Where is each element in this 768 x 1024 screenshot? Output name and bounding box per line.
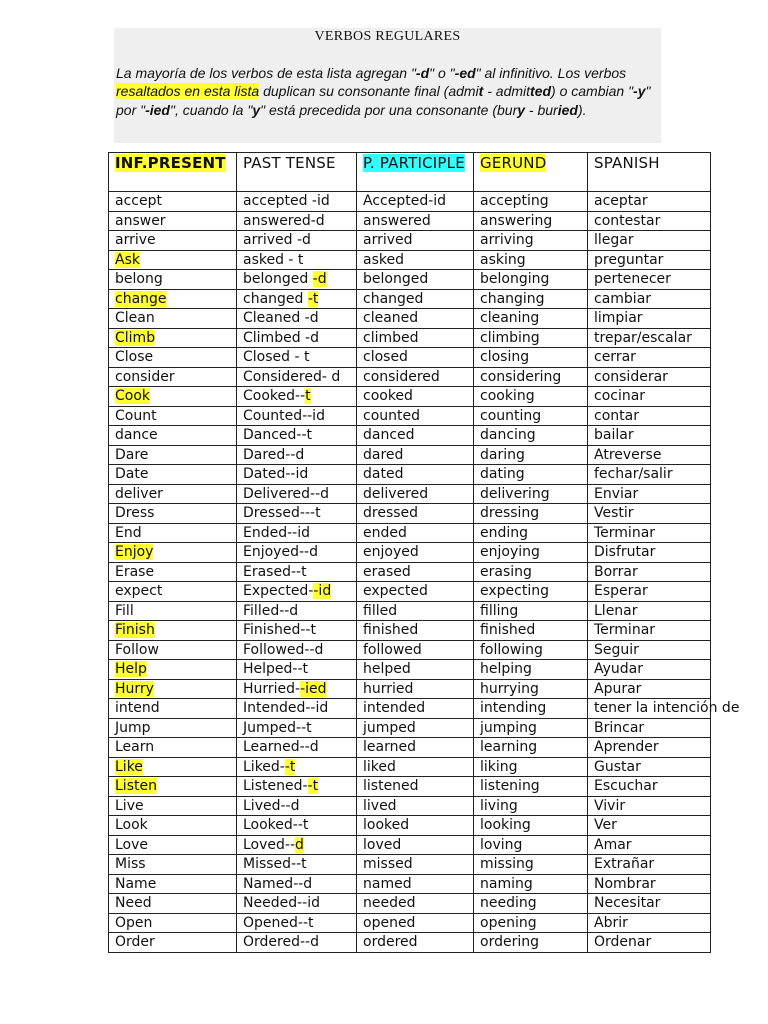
- cell-past-participle: erased: [357, 562, 474, 582]
- cell-inf-present: Enjoy: [109, 543, 237, 563]
- cell-gerund: erasing: [474, 562, 588, 582]
- cell-spanish: Llenar: [588, 601, 711, 621]
- cell-past-tense: Danced--t: [237, 426, 357, 446]
- table-row: [109, 777, 711, 797]
- cell-gerund: answering: [474, 211, 588, 231]
- cell-spanish: Terminar: [588, 621, 711, 641]
- cell-inf-present: End: [109, 523, 237, 543]
- cell-inf-present: Close: [109, 348, 237, 368]
- cell-gerund: needing: [474, 894, 588, 914]
- cell-past-participle: needed: [357, 894, 474, 914]
- cell-spanish: Gustar: [588, 757, 711, 777]
- cell-spanish: Enviar: [588, 484, 711, 504]
- cell-past-participle: considered: [357, 367, 474, 387]
- cell-past-participle: asked: [357, 250, 474, 270]
- cell-spanish: Amar: [588, 835, 711, 855]
- cell-spanish: cerrar: [588, 348, 711, 368]
- cell-past-tense: Intended--id: [237, 699, 357, 719]
- cell-gerund: ordering: [474, 933, 588, 953]
- cell-past-tense: Loved--d: [237, 835, 357, 855]
- table-row: [109, 523, 711, 543]
- cell-inf-present: arrive: [109, 231, 237, 251]
- cell-inf-present: Need: [109, 894, 237, 914]
- cell-gerund: dressing: [474, 504, 588, 524]
- cell-spanish: Borrar: [588, 562, 711, 582]
- cell-past-tense: Delivered--d: [237, 484, 357, 504]
- cell-past-tense: belonged -d: [237, 270, 357, 290]
- cell-past-tense: Enjoyed--d: [237, 543, 357, 563]
- cell-past-participle: listened: [357, 777, 474, 797]
- cell-inf-present: Miss: [109, 855, 237, 875]
- header-spanish: SPANISH: [588, 153, 711, 192]
- cell-inf-present: Listen: [109, 777, 237, 797]
- cell-gerund: opening: [474, 913, 588, 933]
- table-row: [109, 816, 711, 836]
- table-row: [109, 660, 711, 680]
- table-row: [109, 309, 711, 329]
- table-row: [109, 621, 711, 641]
- cell-spanish: Terminar: [588, 523, 711, 543]
- cell-past-participle: belonged: [357, 270, 474, 290]
- cell-past-tense: Dated--id: [237, 465, 357, 485]
- table-row: [109, 582, 711, 602]
- table-row: [109, 640, 711, 660]
- cell-past-participle: lived: [357, 796, 474, 816]
- cell-past-tense: Considered- d: [237, 367, 357, 387]
- cell-spanish: cambiar: [588, 289, 711, 309]
- table-row: [109, 289, 711, 309]
- cell-past-participle: cooked: [357, 387, 474, 407]
- cell-past-tense: Jumped--t: [237, 718, 357, 738]
- cell-past-participle: helped: [357, 660, 474, 680]
- cell-past-tense: Counted--id: [237, 406, 357, 426]
- cell-past-participle: climbed: [357, 328, 474, 348]
- cell-inf-present: Finish: [109, 621, 237, 641]
- cell-inf-present: answer: [109, 211, 237, 231]
- cell-spanish: Ayudar: [588, 660, 711, 680]
- table-row: [109, 894, 711, 914]
- cell-past-tense: Followed--d: [237, 640, 357, 660]
- cell-past-tense: arrived -d: [237, 231, 357, 251]
- table-row: [109, 796, 711, 816]
- cell-gerund: asking: [474, 250, 588, 270]
- cell-past-tense: Learned--d: [237, 738, 357, 758]
- cell-gerund: daring: [474, 445, 588, 465]
- cell-gerund: dancing: [474, 426, 588, 446]
- cell-inf-present: Order: [109, 933, 237, 953]
- table-row: [109, 465, 711, 485]
- cell-past-participle: expected: [357, 582, 474, 602]
- cell-past-participle: closed: [357, 348, 474, 368]
- cell-spanish: Brincar: [588, 718, 711, 738]
- cell-spanish: Vivir: [588, 796, 711, 816]
- cell-gerund: loving: [474, 835, 588, 855]
- table-header-row: [109, 153, 711, 192]
- cell-past-tense: Lived--d: [237, 796, 357, 816]
- cell-spanish: Escuchar: [588, 777, 711, 797]
- cell-inf-present: belong: [109, 270, 237, 290]
- cell-past-tense: Filled--d: [237, 601, 357, 621]
- table-row: [109, 679, 711, 699]
- cell-past-participle: missed: [357, 855, 474, 875]
- cell-past-participle: arrived: [357, 231, 474, 251]
- cell-gerund: living: [474, 796, 588, 816]
- cell-gerund: arriving: [474, 231, 588, 251]
- cell-gerund: ending: [474, 523, 588, 543]
- table-row: [109, 699, 711, 719]
- table-row: [109, 738, 711, 758]
- cell-gerund: naming: [474, 874, 588, 894]
- cell-inf-present: Erase: [109, 562, 237, 582]
- cell-spanish: limpiar: [588, 309, 711, 329]
- cell-gerund: intending: [474, 699, 588, 719]
- table-row: [109, 874, 711, 894]
- cell-gerund: belonging: [474, 270, 588, 290]
- cell-spanish: Disfrutar: [588, 543, 711, 563]
- cell-inf-present: intend: [109, 699, 237, 719]
- cell-inf-present: Like: [109, 757, 237, 777]
- cell-gerund: finished: [474, 621, 588, 641]
- cell-inf-present: Dress: [109, 504, 237, 524]
- cell-spanish: Vestir: [588, 504, 711, 524]
- cell-spanish: Ver: [588, 816, 711, 836]
- cell-spanish: aceptar: [588, 192, 711, 212]
- cell-past-tense: Closed - t: [237, 348, 357, 368]
- cell-spanish: cocinar: [588, 387, 711, 407]
- cell-spanish: considerar: [588, 367, 711, 387]
- table-row: [109, 913, 711, 933]
- cell-spanish: Abrir: [588, 913, 711, 933]
- header-past-tense: PAST TENSE: [237, 153, 357, 192]
- cell-gerund: accepting: [474, 192, 588, 212]
- cell-inf-present: Open: [109, 913, 237, 933]
- intro-box: [114, 28, 661, 143]
- cell-inf-present: Learn: [109, 738, 237, 758]
- cell-gerund: cooking: [474, 387, 588, 407]
- cell-inf-present: expect: [109, 582, 237, 602]
- cell-past-tense: Cooked--t: [237, 387, 357, 407]
- cell-past-tense: Listened--t: [237, 777, 357, 797]
- cell-inf-present: Count: [109, 406, 237, 426]
- cell-inf-present: Look: [109, 816, 237, 836]
- cell-past-participle: Accepted-id: [357, 192, 474, 212]
- verbs-table: [108, 152, 740, 953]
- cell-gerund: looking: [474, 816, 588, 836]
- cell-inf-present: consider: [109, 367, 237, 387]
- cell-past-participle: dated: [357, 465, 474, 485]
- cell-past-participle: answered: [357, 211, 474, 231]
- cell-inf-present: Clean: [109, 309, 237, 329]
- cell-past-participle: intended: [357, 699, 474, 719]
- cell-spanish: Esperar: [588, 582, 711, 602]
- cell-inf-present: Fill: [109, 601, 237, 621]
- cell-inf-present: Ask: [109, 250, 237, 270]
- cell-past-participle: filled: [357, 601, 474, 621]
- table-row: [109, 231, 711, 251]
- cell-past-participle: counted: [357, 406, 474, 426]
- cell-gerund: jumping: [474, 718, 588, 738]
- cell-spanish: Ordenar: [588, 933, 711, 953]
- table-row: [109, 250, 711, 270]
- page-title: VERBOS REGULARES: [314, 29, 461, 44]
- cell-inf-present: Help: [109, 660, 237, 680]
- cell-past-participle: ended: [357, 523, 474, 543]
- cell-past-participle: ordered: [357, 933, 474, 953]
- cell-spanish: Apurar: [588, 679, 711, 699]
- cell-spanish: Seguir: [588, 640, 711, 660]
- intro-paragraph: La mayoría de los verbos de esta lista agregan "-d" o "-ed" al infinitivo. Los verbos resaltados en esta lista duplican su consonante final (admit - admitted) o cambian "-y" por "-ied", cuando la "y" está precedida por una consonante (bury - buried).: [116, 65, 651, 118]
- cell-spanish: Necesitar: [588, 894, 711, 914]
- table-row: [109, 445, 711, 465]
- cell-gerund: cleaning: [474, 309, 588, 329]
- table-row: [109, 718, 711, 738]
- cell-spanish: tener la intención de: [588, 699, 711, 719]
- cell-past-tense: accepted -id: [237, 192, 357, 212]
- cell-inf-present: Date: [109, 465, 237, 485]
- cell-past-tense: Dared--d: [237, 445, 357, 465]
- cell-spanish: fechar/salir: [588, 465, 711, 485]
- cell-inf-present: Love: [109, 835, 237, 855]
- cell-past-participle: liked: [357, 757, 474, 777]
- cell-spanish: trepar/escalar: [588, 328, 711, 348]
- cell-past-participle: jumped: [357, 718, 474, 738]
- cell-gerund: filling: [474, 601, 588, 621]
- table-row: [109, 367, 711, 387]
- cell-inf-present: Live: [109, 796, 237, 816]
- cell-past-tense: Helped--t: [237, 660, 357, 680]
- cell-past-participle: dared: [357, 445, 474, 465]
- table-row: [109, 211, 711, 231]
- cell-inf-present: Cook: [109, 387, 237, 407]
- cell-gerund: climbing: [474, 328, 588, 348]
- cell-past-tense: Dressed---t: [237, 504, 357, 524]
- cell-past-participle: finished: [357, 621, 474, 641]
- cell-past-participle: enjoyed: [357, 543, 474, 563]
- highlighted-phrase: resaltados en esta lista: [116, 83, 260, 100]
- cell-past-tense: Opened--t: [237, 913, 357, 933]
- cell-spanish: Atreverse: [588, 445, 711, 465]
- cell-gerund: delivering: [474, 484, 588, 504]
- cell-inf-present: deliver: [109, 484, 237, 504]
- cell-past-participle: opened: [357, 913, 474, 933]
- table-row: [109, 328, 711, 348]
- cell-gerund: liking: [474, 757, 588, 777]
- cell-past-tense: asked - t: [237, 250, 357, 270]
- cell-spanish: llegar: [588, 231, 711, 251]
- cell-past-tense: Climbed -d: [237, 328, 357, 348]
- cell-inf-present: Follow: [109, 640, 237, 660]
- cell-gerund: learning: [474, 738, 588, 758]
- cell-past-tense: answered-d: [237, 211, 357, 231]
- cell-inf-present: Jump: [109, 718, 237, 738]
- cell-past-participle: danced: [357, 426, 474, 446]
- cell-past-tense: Hurried--ied: [237, 679, 357, 699]
- cell-past-participle: named: [357, 874, 474, 894]
- cell-past-participle: loved: [357, 835, 474, 855]
- cell-gerund: helping: [474, 660, 588, 680]
- cell-spanish: bailar: [588, 426, 711, 446]
- table-row: [109, 601, 711, 621]
- cell-past-tense: Expected--id: [237, 582, 357, 602]
- table-row: [109, 484, 711, 504]
- cell-inf-present: Climb: [109, 328, 237, 348]
- table-row: [109, 192, 711, 212]
- table-row: [109, 855, 711, 875]
- cell-spanish: Aprender: [588, 738, 711, 758]
- cell-past-tense: Missed--t: [237, 855, 357, 875]
- cell-spanish: contar: [588, 406, 711, 426]
- cell-inf-present: Dare: [109, 445, 237, 465]
- cell-gerund: expecting: [474, 582, 588, 602]
- table-row: [109, 933, 711, 953]
- cell-gerund: following: [474, 640, 588, 660]
- cell-gerund: closing: [474, 348, 588, 368]
- cell-past-participle: delivered: [357, 484, 474, 504]
- cell-gerund: changing: [474, 289, 588, 309]
- header-past-participle: P. PARTICIPLE: [357, 153, 474, 192]
- cell-past-participle: learned: [357, 738, 474, 758]
- table-row: [109, 270, 711, 290]
- cell-past-tense: Finished--t: [237, 621, 357, 641]
- table-row: [109, 543, 711, 563]
- cell-spanish: contestar: [588, 211, 711, 231]
- cell-past-participle: dressed: [357, 504, 474, 524]
- table-row: [109, 387, 711, 407]
- cell-inf-present: Hurry: [109, 679, 237, 699]
- table-row: [109, 348, 711, 368]
- cell-past-tense: Liked--t: [237, 757, 357, 777]
- cell-past-tense: Cleaned -d: [237, 309, 357, 329]
- table-row: [109, 757, 711, 777]
- cell-past-tense: changed -t: [237, 289, 357, 309]
- table-row: [109, 562, 711, 582]
- cell-spanish: Nombrar: [588, 874, 711, 894]
- cell-gerund: dating: [474, 465, 588, 485]
- cell-inf-present: dance: [109, 426, 237, 446]
- cell-spanish: Extrañar: [588, 855, 711, 875]
- cell-gerund: listening: [474, 777, 588, 797]
- cell-gerund: considering: [474, 367, 588, 387]
- cell-past-tense: Needed--id: [237, 894, 357, 914]
- cell-past-tense: Erased--t: [237, 562, 357, 582]
- cell-past-tense: Ended--id: [237, 523, 357, 543]
- cell-past-tense: Ordered--d: [237, 933, 357, 953]
- cell-inf-present: change: [109, 289, 237, 309]
- cell-past-participle: cleaned: [357, 309, 474, 329]
- cell-spanish: pertenecer: [588, 270, 711, 290]
- cell-gerund: missing: [474, 855, 588, 875]
- cell-inf-present: Name: [109, 874, 237, 894]
- cell-gerund: enjoying: [474, 543, 588, 563]
- table-row: [109, 406, 711, 426]
- table-row: [109, 426, 711, 446]
- table-row: [109, 504, 711, 524]
- table-row: [109, 835, 711, 855]
- cell-gerund: counting: [474, 406, 588, 426]
- cell-past-participle: looked: [357, 816, 474, 836]
- cell-past-tense: Named--d: [237, 874, 357, 894]
- cell-inf-present: accept: [109, 192, 237, 212]
- cell-past-tense: Looked--t: [237, 816, 357, 836]
- cell-spanish: preguntar: [588, 250, 711, 270]
- cell-past-participle: followed: [357, 640, 474, 660]
- header-gerund: GERUND: [474, 153, 588, 192]
- cell-gerund: hurrying: [474, 679, 588, 699]
- cell-past-participle: hurried: [357, 679, 474, 699]
- header-inf-present: INF.PRESENT: [109, 153, 237, 192]
- cell-past-participle: changed: [357, 289, 474, 309]
